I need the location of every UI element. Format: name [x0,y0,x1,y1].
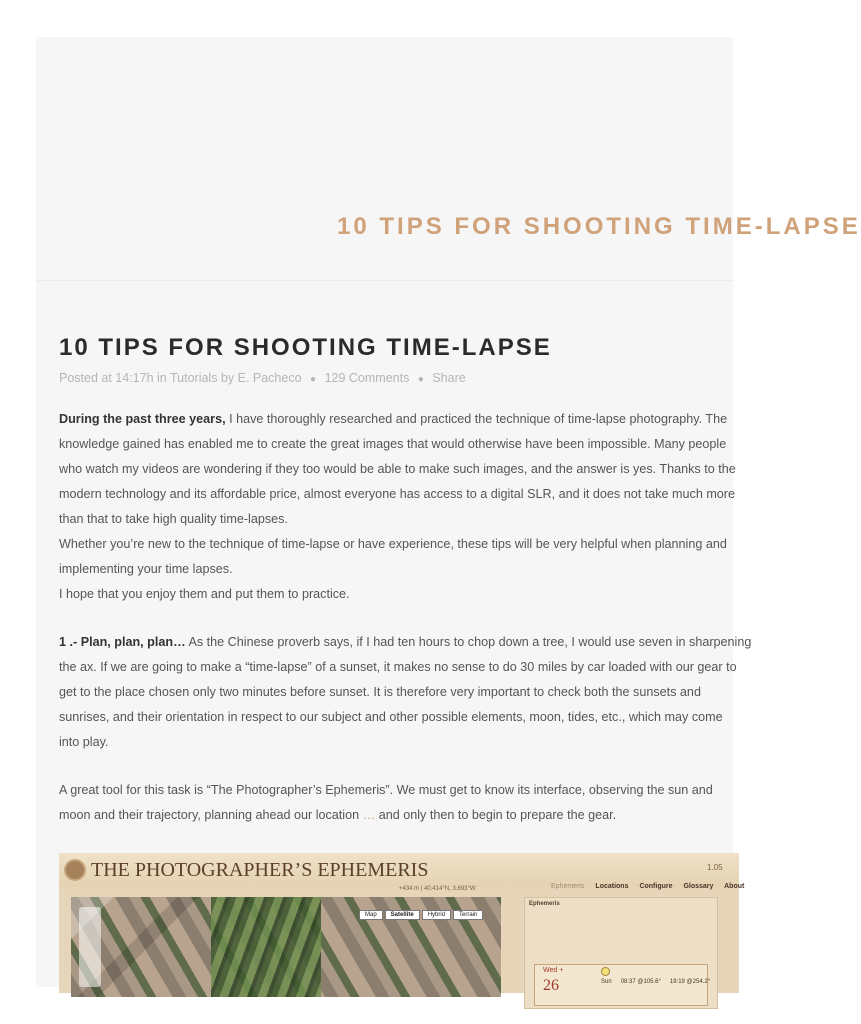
banner-title: 10 TIPS FOR SHOOTING TIME-LAPSE [337,213,861,240]
meta-separator: ● [310,374,317,385]
tip1-lead: 1 .- Plan, plan, plan… [59,635,186,649]
posted-prefix: Posted at [59,371,116,385]
tip1-line: the ax. If we are going to make a “time-lapse” of a sunset, it makes no sense to do 30 miles by car loaded with our gear to [59,660,737,674]
tip1-line: into play. [59,735,109,749]
sunset-time: 19:19 @254.2° [669,979,711,985]
nav-ephemeris: Ephemeris [551,883,585,890]
page-viewport [36,37,861,994]
ephemeris-version: 1.05 [707,863,723,872]
nav-configure: Configure [639,883,673,890]
map-button: Map [359,910,383,920]
map-type-buttons [359,903,485,921]
tool-line: A great tool for this task is “The Photographer’s Ephemeris”. We must get to know its interface, observing the sun and [59,783,713,797]
para2-line: Whether you’re new to the technique of time-lapse or have experience, these tips will be very helpful when planning and [59,537,727,551]
nav-locations: Locations [595,883,629,890]
author-link[interactable]: E. Pacheco [237,371,302,385]
tip1-line: sunrises, and their orientation in respect to our subject and other possible elements, moon, tides, etc., which may come [59,710,723,724]
date-number: 26 [543,977,559,994]
intro-line: knowledge gained has enabled me to create the great images that would otherwise have been impossible. Many people [59,437,727,451]
ellipsis-link[interactable]: … [359,808,379,822]
para2-line: implementing your time lapses. [59,562,233,576]
blog-post [59,334,759,828]
in-word: in [153,371,170,385]
share-link[interactable]: Share [432,371,466,385]
ephemeris-screenshot [59,853,745,994]
ephemeris-nav [551,883,753,890]
intro-line: modern technology and its affordable price, almost everyone has access to a digital SLR, and it does not take much more [59,487,736,501]
sunrise-time: 08:37 @105.6° [620,979,661,985]
hybrid-button: Hybrid [422,910,451,920]
intro-line: During the past three years, I have thoroughly researched and practiced the technique of time-lapse photography. The [59,412,728,426]
ephemeris-title: THE PHOTOGRAPHER’S EPHEMERIS [91,859,429,881]
tip1-line: 1 .- Plan, plan, plan… As the Chinese proverb says, if I had ten hours to chop down a tree, I would use seven in sharpening [59,635,752,649]
intro-paragraph [59,407,749,607]
post-meta [59,371,759,385]
meta-separator: ● [417,374,424,385]
nav-about: About [724,883,745,890]
ephemeris-header [59,853,739,887]
para3-line: I hope that you enjoy them and put them to practice. [59,587,350,601]
post-time: 14:17h [115,371,154,385]
tip1-line: get to the place chosen only two minutes before sunset. It is therefore very important to check both the sunsets and [59,685,701,699]
tool-line: moon and their trajectory, planning ahead our location … and only then to begin to prepare the gear. [59,808,617,822]
ephemeris-coords: +434 m | 40.414°N, 3.693°W [399,886,476,892]
sun-label: Sun [601,979,612,985]
panel-label: Ephemeris [529,901,560,907]
page-header-banner [36,37,861,281]
globe-logo-icon [64,859,86,881]
satellite-button: Satellite [385,910,420,920]
date-card [534,964,711,1006]
tool-paragraph [59,778,749,828]
post-title: 10 TIPS FOR SHOOTING TIME-LAPSE [59,334,552,361]
category-link[interactable]: Tutorials [169,371,218,385]
terrain-button: Terrain [453,910,483,920]
intro-line: than that to take high quality time-lapses. [59,512,288,526]
intro-lead: During the past three years, [59,412,226,426]
comments-link[interactable]: 129 Comments [324,371,410,385]
map-pan-zoom-control [79,907,101,987]
tip1-paragraph [59,630,752,755]
day-label: Wed + [543,967,564,974]
intro-line: who watch my videos are wondering if they too would be able to make such images, and the answer is yes. Thanks to the [59,462,736,476]
sun-icon [601,967,610,976]
sun-times [601,979,719,985]
nav-glossary: Glossary [683,883,714,890]
by-word: by [217,371,238,385]
post-body [59,407,752,828]
